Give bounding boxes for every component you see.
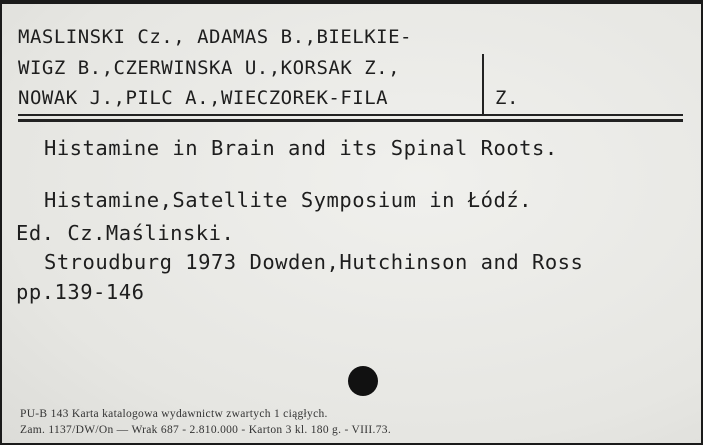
author-line-1: MASLINSKI Cz., ADAMAS B.,BIELKIE- bbox=[18, 26, 412, 48]
source-line: Histamine,Satellite Symposium in Łódź. bbox=[44, 188, 532, 212]
author-trailing-initial: Z. bbox=[495, 87, 519, 109]
work-title: Histamine in Brain and its Spinal Roots. bbox=[44, 136, 558, 160]
editor-line: Ed. Cz.Maślinski. bbox=[16, 221, 235, 245]
footer-line-2: Zam. 1137/DW/On — Wrak 687 - 2.810.000 - Karton 3 kl. 180 g. - VIII.73. bbox=[20, 424, 391, 436]
header-rule-top bbox=[18, 114, 683, 116]
publisher-line: Stroudburg 1973 Dowden,Hutchinson and Ross bbox=[44, 250, 584, 274]
header-vertical-rule bbox=[482, 54, 484, 116]
author-line-3: NOWAK J.,PILC A.,WIECZOREK-FILA bbox=[18, 87, 389, 109]
pages-line: pp.139-146 bbox=[16, 280, 145, 304]
catalog-card bbox=[2, 4, 701, 443]
header-rule-bottom bbox=[18, 119, 683, 122]
author-line-2: WIGZ B.,CZERWINSKA U.,KORSAK Z., bbox=[18, 57, 401, 79]
punch-hole bbox=[348, 366, 378, 396]
footer-line-1: PU-B 143 Karta katalogowa wydawnictw zwartych 1 ciągłych. bbox=[20, 408, 328, 420]
